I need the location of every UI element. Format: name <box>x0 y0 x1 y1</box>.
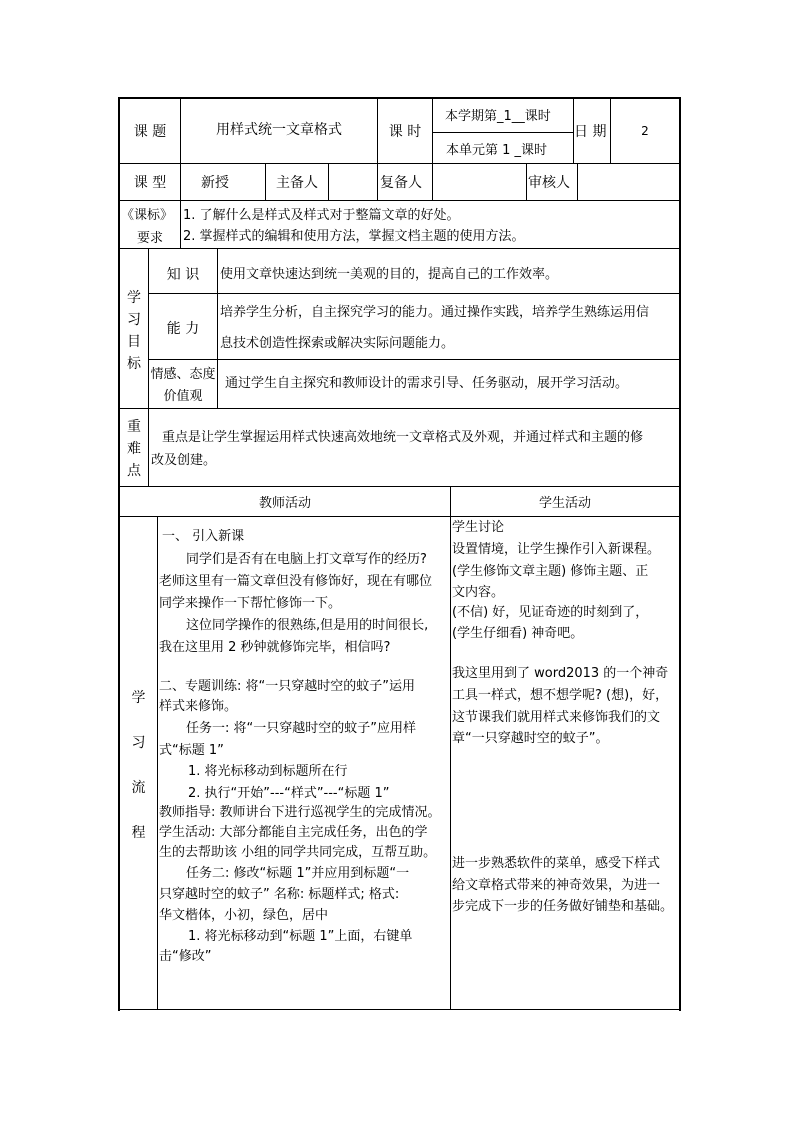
ke-shi-unit: 本单元第 1 _课时 <box>446 143 548 158</box>
vrule-r1-c <box>432 97 433 164</box>
teacher-line: 任务二: 修改“标题 1”并应用到标题“一 <box>186 866 410 881</box>
teacher-line: 生的去帮助该 小组的同学共同完成，互帮互助。 <box>159 845 437 860</box>
ke-shi-label: 课 时 <box>388 124 422 140</box>
vrule-r1-b <box>377 97 378 201</box>
vrule-goals-label <box>217 248 218 409</box>
student-line: 这节课我们就用样式来修饰我们的文 <box>452 710 661 725</box>
shen-he-label: 审核人 <box>528 175 570 191</box>
student-line: 工具一样式，想不想学呢? (想)，好， <box>452 688 669 703</box>
ke-ti-value: 用样式统一文章格式 <box>216 122 342 138</box>
teacher-line: 1. 将光标移动到“标题 1”上面，右键单 <box>188 929 413 944</box>
student-line: 进一步熟悉软件的菜单，感受下样式 <box>452 856 661 871</box>
ke-xing-label: 课 型 <box>133 175 167 191</box>
rule-kebiao-bottom <box>118 248 681 249</box>
ri-qi-value: 2 <box>641 124 649 138</box>
vrule-r2-c <box>432 163 433 201</box>
teacher-line: 华文楷体，小初，绿色，居中 <box>159 908 329 923</box>
student-line: (不信) 好，见证奇迹的时刻到了， <box>452 605 649 620</box>
rule-keshi-mid <box>432 132 573 133</box>
vrule-r2-e <box>577 163 578 201</box>
student-line: 设置情境，让学生操作引入新课程。 <box>452 542 661 557</box>
goals-side-char: 学 <box>127 290 141 306</box>
teacher-line: 老师这里有一篇文章但没有修饰好，现在有哪位 <box>159 574 433 589</box>
kebiao-label-1: 《课标》 <box>121 208 174 223</box>
keypoints-side-char: 重 <box>127 419 141 435</box>
keypoints-side-char: 点 <box>127 463 141 479</box>
teacher-line: 1. 将光标移动到标题所在行 <box>188 764 348 779</box>
teacher-activity-header: 教师活动 <box>258 496 311 511</box>
teacher-line: 同学们是否有在电脑上打文章写作的经历? <box>186 552 427 567</box>
teacher-line: 2. 执行“开始”---“样式”---“标题 1” <box>188 786 390 801</box>
border-top <box>118 97 681 99</box>
ri-qi-label: 日 期 <box>574 124 607 140</box>
goals-side-char: 目 <box>127 334 141 350</box>
flow-side-char: 流 <box>131 780 146 796</box>
vrule-r2-d <box>526 163 527 201</box>
ke-ti-label: 课 题 <box>133 124 167 140</box>
teacher-line: 任务一: 将“一只穿越时空的蚊子”应用样 <box>186 721 416 736</box>
flow-side-char: 学 <box>131 690 146 706</box>
border-right <box>679 97 681 1011</box>
student-activity-header: 学生活动 <box>538 496 591 511</box>
teacher-line: 教师指导: 教师讲台下进行巡视学生的完成情况。 <box>159 805 441 820</box>
emotion-text: 通过学生自主探究和教师设计的需求引导、任务驱动，展开学习活动。 <box>225 376 629 391</box>
student-line: (学生修饰文章主题) 修饰主题、正 <box>452 564 649 579</box>
emotion-label-2: 价值观 <box>163 389 203 404</box>
ke-shi-term: 本学期第_1__课时 <box>445 109 551 124</box>
teacher-line: 同学来操作一下帮忙修饰一下。 <box>159 596 342 611</box>
teacher-line: 这位同学操作的很熟练,但是用的时间很长, <box>186 618 429 633</box>
vrule-r1-a <box>180 97 181 201</box>
kebiao-label-2: 要求 <box>136 231 163 246</box>
vrule-kebiao <box>180 200 181 249</box>
teacher-line: 一、 引入新课 <box>162 529 245 544</box>
rule-knowledge-bottom <box>148 293 681 294</box>
rule-row1-bottom <box>118 163 681 164</box>
flow-side-char: 习 <box>131 735 146 751</box>
ke-xing-value: 新授 <box>201 175 229 191</box>
rule-row2-bottom <box>118 200 681 201</box>
student-line: (学生仔细看) 神奇吧。 <box>452 626 584 641</box>
knowledge-text: 使用文章快速达到统一美观的目的，提高自己的工作效率。 <box>220 267 559 282</box>
vrule-flow-side <box>157 516 158 1010</box>
fu-bei-label: 复备人 <box>380 175 422 191</box>
student-line: 文内容。 <box>452 585 505 600</box>
kebiao-item-1: 1. 了解什么是样式及样式对于整篇文章的好处。 <box>183 208 460 223</box>
rule-goals-bottom <box>118 408 681 409</box>
teacher-line: 二、专题训练: 将“一只穿越时空的蚊子”运用 <box>159 679 415 694</box>
teacher-line: 样式来修饰。 <box>159 699 238 714</box>
knowledge-label: 知 识 <box>166 267 200 283</box>
flow-side-char: 程 <box>131 825 146 841</box>
rule-ability-bottom <box>148 359 681 360</box>
vrule-r2-b <box>328 163 329 201</box>
ability-text-2: 息技术创造性探索或解决实际问题能力。 <box>220 336 455 351</box>
border-bottom <box>118 1009 681 1010</box>
teacher-line: 学生活动: 大部分都能自主完成任务，出色的学 <box>159 825 428 840</box>
rule-keypoints-bottom <box>118 486 681 487</box>
ability-label: 能 力 <box>166 321 200 337</box>
keypoints-text-1: 重点是让学生掌握运用样式快速高效地统一文章格式及外观，并通过样式和主题的修 <box>162 430 644 445</box>
goals-side-char: 标 <box>127 356 141 372</box>
vrule-keypoints <box>148 408 149 487</box>
emotion-label-1: 情感、态度 <box>150 367 216 382</box>
student-line: 章“一只穿越时空的蚊子”。 <box>452 731 609 746</box>
teacher-line: 我在这里用 2 秒钟就修饰完毕，相信吗? <box>159 640 391 655</box>
keypoints-side-char: 难 <box>127 441 141 457</box>
student-line: 我这里用到了 word2013 的一个神奇 <box>452 666 669 681</box>
vrule-activity-split <box>450 486 451 1010</box>
teacher-line: 只穿越时空的蚊子” 名称: 标题样式; 格式: <box>159 887 400 902</box>
student-line: 学生讨论 <box>452 520 505 535</box>
student-line: 给文章格式带来的神奇效果，为进一 <box>452 878 661 893</box>
kebiao-item-2: 2. 掌握样式的编辑和使用方法，掌握文档主题的使用方法。 <box>183 229 525 244</box>
goals-side-char: 习 <box>127 312 141 328</box>
student-line: 步完成下一步的任务做好铺垫和基础。 <box>452 899 674 914</box>
keypoints-text-2: 改及创建。 <box>151 453 217 468</box>
rule-headers-bottom <box>118 516 681 517</box>
ability-text-1: 培养学生分析，自主探究学习的能力。通过操作实践，培养学生熟练运用信 <box>220 305 650 320</box>
teacher-line: 击“修改” <box>159 949 212 964</box>
zhu-bei-label: 主备人 <box>276 175 318 191</box>
teacher-line: 式“标题 1” <box>159 743 224 758</box>
